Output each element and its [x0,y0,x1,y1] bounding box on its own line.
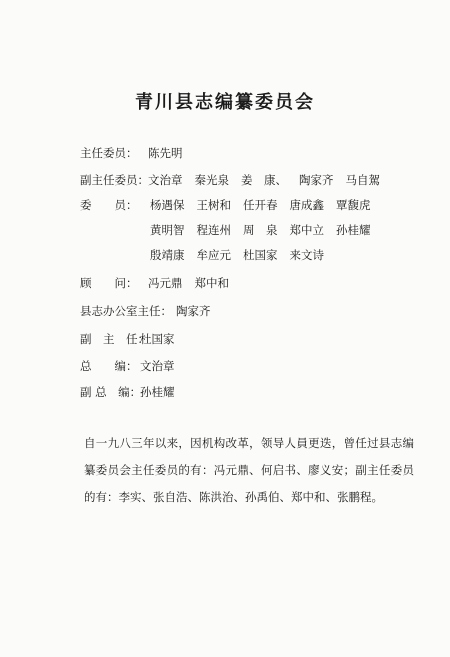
roster-role-label: 副 总 编： [80,385,142,399]
member-name: 冯元鼎 [148,276,183,290]
member-name: 文治章 [148,173,183,187]
roster-names [176,303,223,319]
member-name: 杜国家 [140,332,175,346]
roster-names [150,197,383,213]
roster-names [148,172,392,188]
member-name: 黄明智 [150,223,185,237]
roster-names [150,247,336,263]
member-name: 杜国家 [243,248,278,262]
roster-role-label: 副主任委员： [80,173,149,187]
member-name: 殷靖康 [150,248,185,262]
member-name: 牟应元 [196,248,231,262]
roster-role-label: 委 员： [80,198,138,212]
roster-names [140,331,187,347]
member-name: 覃馥虎 [336,198,371,212]
member-name: 程连州 [196,223,231,237]
roster-role-label: 副 主 任： [80,332,149,346]
member-name: 孙桂耀 [140,385,175,399]
member-name: 马自駕 [345,173,380,187]
roster-role-label: 主任委员： [80,146,138,160]
roster-names [140,384,187,400]
member-name: 陶家齐 [299,173,334,187]
roster-names [148,275,241,291]
member-name: 周 泉 [243,223,278,237]
roster-names [148,145,195,161]
roster-role-label: 总 编： [80,359,138,373]
member-name: 唐成鑫 [289,198,324,212]
roster-names [140,358,187,374]
member-name: 郑中和 [194,276,229,290]
roster-role-label: 县志办公室主任： [80,304,172,318]
member-name: 任开春 [243,198,278,212]
member-name: 郑中立 [289,223,324,237]
member-name: 文治章 [140,359,175,373]
member-name: 孙桂耀 [336,223,371,237]
member-name: 陶家齐 [176,304,211,318]
member-name: 来文诗 [289,248,324,262]
member-name: 秦光泉 [194,173,229,187]
member-name: 杨遇保 [150,198,185,212]
roster-names [150,222,383,238]
member-name: 陈先明 [148,146,183,160]
member-name: 王树和 [196,198,231,212]
history-note: 自一九八三年以来，因机构改革，领导人員更迭，曾任过县志编纂委员会主任委员的有：冯元鼎、何启书、廖义安；副主任委员的有：李实、张自浩、陈洪治、孙禹伯、郑中和、张鹏程。 [84,436,414,504]
page-title: 青川县志编纂委员会 [135,92,315,113]
member-name: 姜 康、 [241,173,287,187]
roster-role-label: 顾 问： [80,276,138,290]
